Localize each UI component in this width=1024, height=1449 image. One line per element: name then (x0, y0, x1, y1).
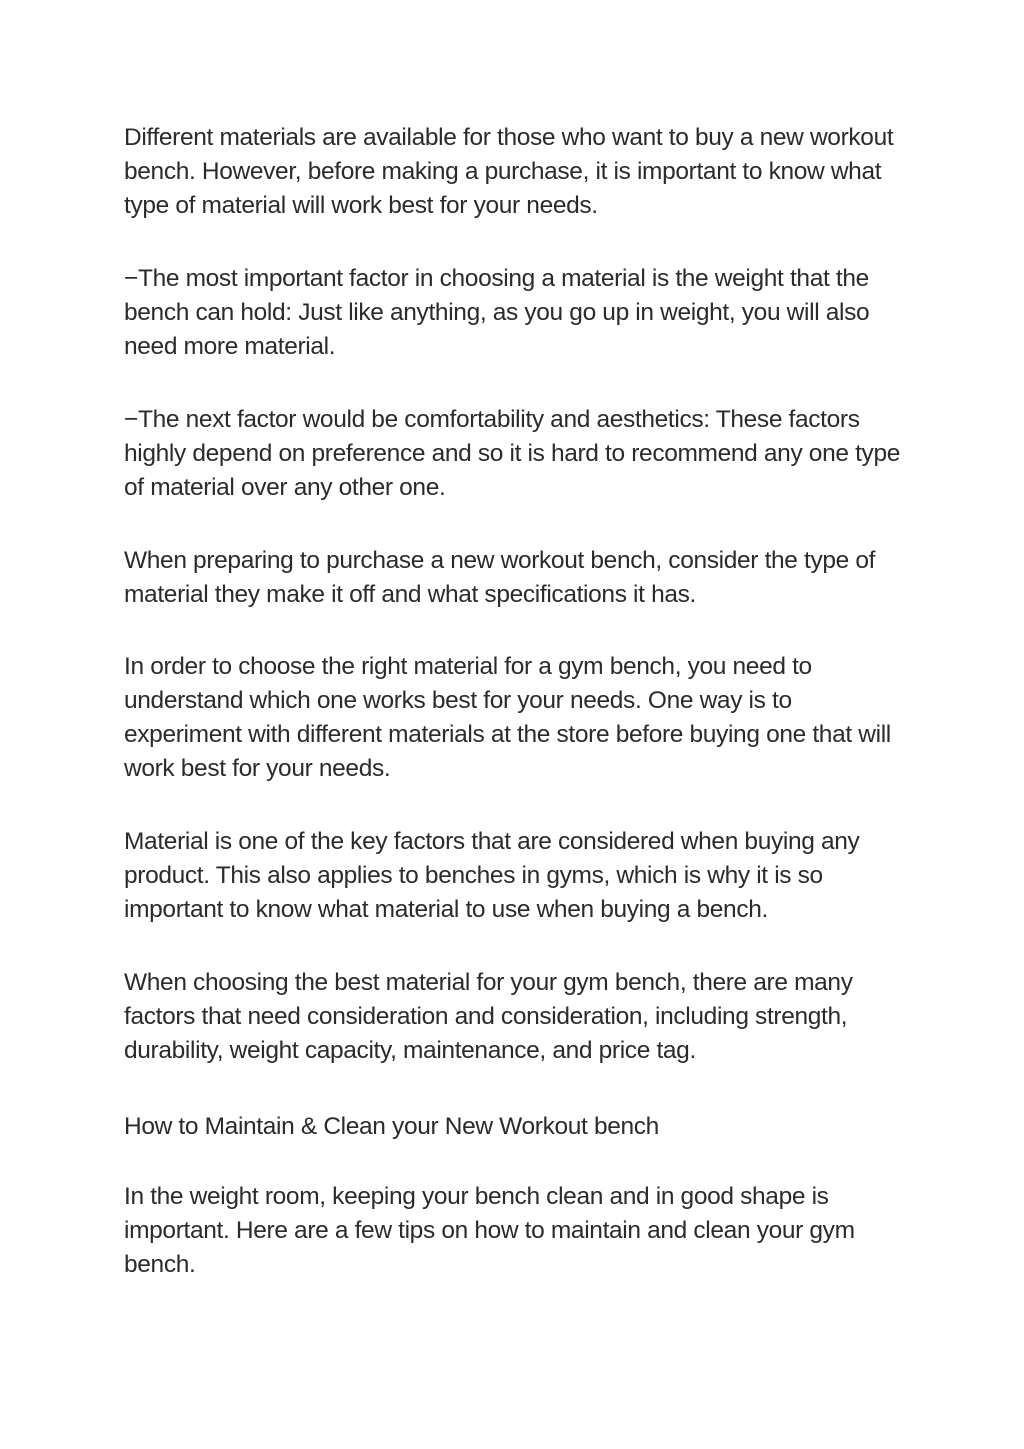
paragraph-choose-material: In order to choose the right material for a gym bench, you need to understand which one works best for your needs. One way is to experiment with different materials at the store before buying one that will work best for your needs. (124, 653, 891, 782)
paragraph-best-material: When choosing the best material for your gym bench, there are many factors that need consideration and consideration, including strength, durability, weight capacity, maintenance, and price tag. (124, 969, 853, 1064)
paragraph-maintenance-intro: In the weight room, keeping your bench clean and in good shape is important. Here are a few tips on how to maintain and clean your gym bench. (124, 1183, 855, 1278)
paragraph-materials-intro: Different materials are available for those who want to buy a new workout bench. However, before making a purchase, it is important to know what type of material will work best for your needs. (124, 124, 894, 219)
section-heading: How to Maintain & Clean your New Workout bench (124, 1113, 659, 1140)
paragraph-key-factors: Material is one of the key factors that are considered when buying any product. This also applies to benches in gyms, which is why it is so important to know what material to use when buying a bench. (124, 828, 860, 923)
paragraph-weight-factor: −The most important factor in choosing a material is the weight that the bench can hold: Just like anything, as you go up in weight, you will also need more material. (124, 265, 870, 360)
paragraph-preparing-purchase: When preparing to purchase a new workout bench, consider the type of material they make it off and what specifications it has. (124, 547, 876, 608)
paragraph-comfort-factor: −The next factor would be comfortability and aesthetics: These factors highly depend on preference and so it is hard to recommend any one type of material over any other one. (124, 406, 900, 501)
